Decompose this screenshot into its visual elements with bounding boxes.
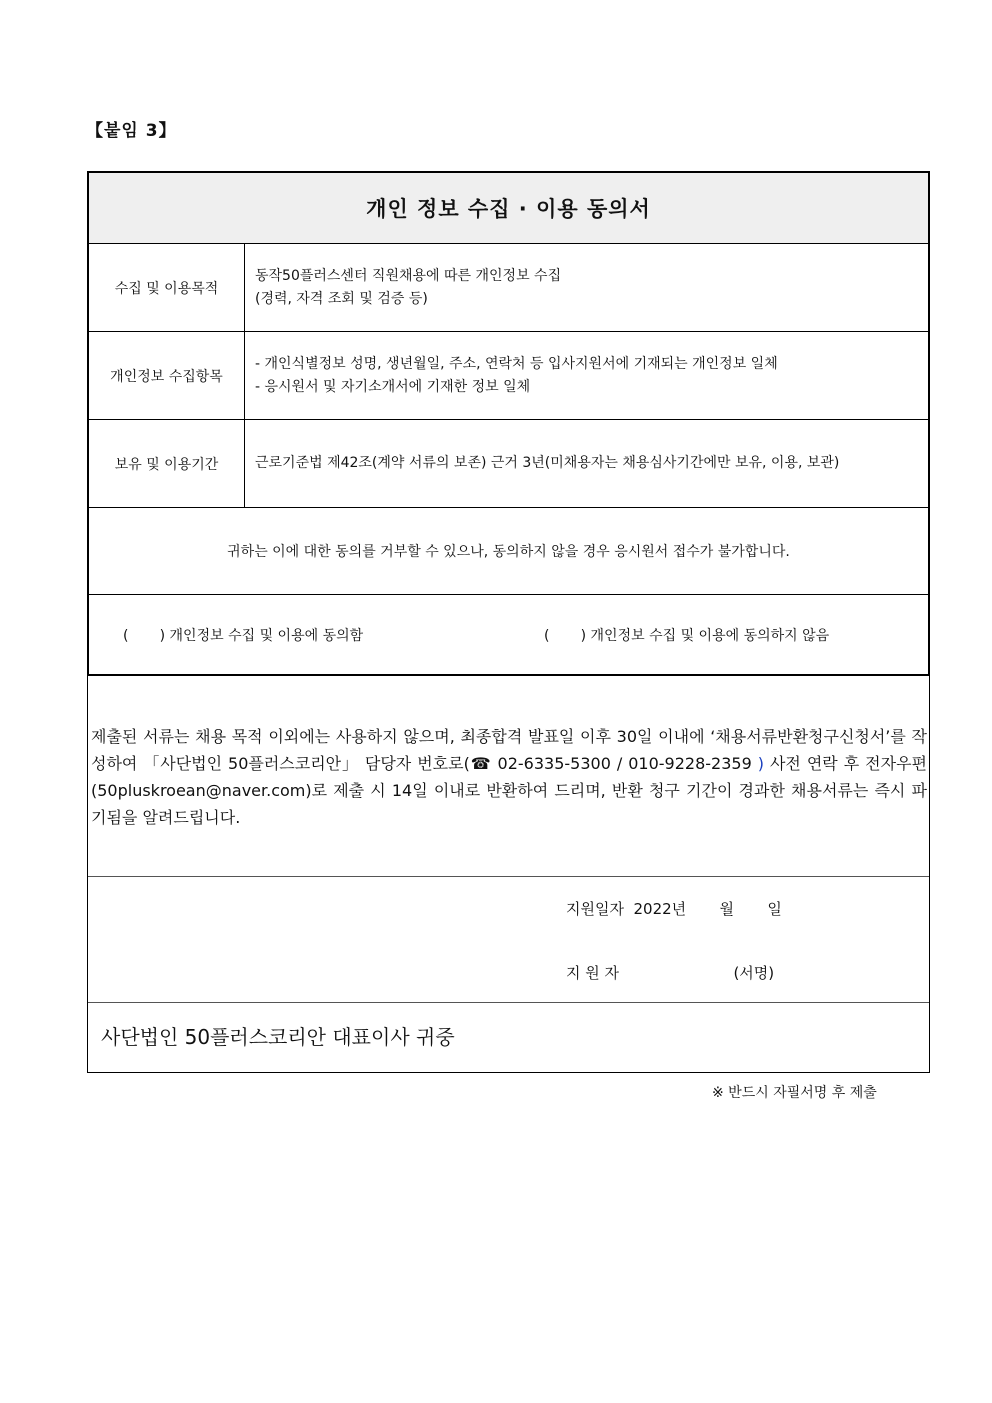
applicant-signature: 지 원 자 (서명)	[566, 964, 775, 982]
consent-table	[87, 171, 930, 676]
disagree-checkbox[interactable]: ( ) 개인정보 수집 및 이용에 동의하지 않음	[544, 628, 830, 644]
phone-icon: ☎	[469, 754, 492, 773]
row-items	[89, 332, 928, 420]
return-notice	[91, 723, 927, 831]
row-label: 수집 및 이용목적	[89, 244, 245, 331]
row-purpose	[89, 244, 928, 332]
consent-options	[89, 595, 928, 674]
notice-text: 제출된 서류는 채용 목적 이외에는 사용하지 않으며, 최종합격 발표일 이후 30일 이내에 ‘채용서류반환청구신청서’를 작성하여 「사단법인 50플러스코리안」 담당자 번호로(	[91, 727, 927, 773]
application-date: 지원일자 2022년 월 일	[566, 900, 782, 918]
close-paren: )	[757, 754, 764, 773]
row-line: - 개인식별정보 성명, 생년월일, 주소, 연락처 등 입사지원서에 기재되는 개인정보 일체	[255, 355, 778, 372]
footnote: ※ 반드시 자필서명 후 제출	[712, 1085, 877, 1101]
agree-checkbox[interactable]: ( ) 개인정보 수집 및 이용에 동의함	[123, 628, 364, 644]
attachment-label: 【붙임 3】	[86, 121, 177, 141]
form-title: 개인 정보 수집 · 이용 동의서	[366, 197, 651, 221]
notice-text-cont: 사전 연락 후 전자우편(50pluskroean@naver.com)로 제출 시 14일 이내로 반환하여 드리며, 반환 청구 기간이 경과한 채용서류는 즉시 파기됨을 알려드립니다.	[91, 754, 927, 827]
divider	[88, 876, 929, 877]
row-label: 보유 및 이용기간	[89, 420, 245, 507]
row-label: 개인정보 수집항목	[89, 332, 245, 419]
phone-numbers: 02-6335-5300 / 010-9228-2359	[491, 754, 758, 773]
row-content	[255, 332, 778, 419]
recipient: 사단법인 50플러스코리안 대표이사 귀중	[101, 1025, 455, 1049]
divider	[88, 1002, 929, 1003]
row-line: 근로기준법 제42조(계약 서류의 보존) 근거 3년(미채용자는 채용심사기간에만 보유, 이용, 보관)	[255, 455, 840, 471]
row-line: 동작50플러스센터 직원채용에 따른 개인정보 수집	[255, 267, 562, 284]
row-line: (경력, 자격 조회 및 검증 등)	[255, 290, 428, 307]
row-content	[255, 244, 561, 331]
row-line: - 응시원서 및 자기소개서에 기재한 정보 일체	[255, 378, 531, 395]
refusal-notice: 귀하는 이에 대한 동의를 거부할 수 있으나, 동의하지 않을 경우 응시원서 접수가 불가합니다.	[89, 508, 928, 595]
form-title-row	[89, 173, 928, 244]
row-retention	[89, 420, 928, 508]
consent-form	[87, 171, 930, 1073]
row-content	[255, 420, 839, 507]
